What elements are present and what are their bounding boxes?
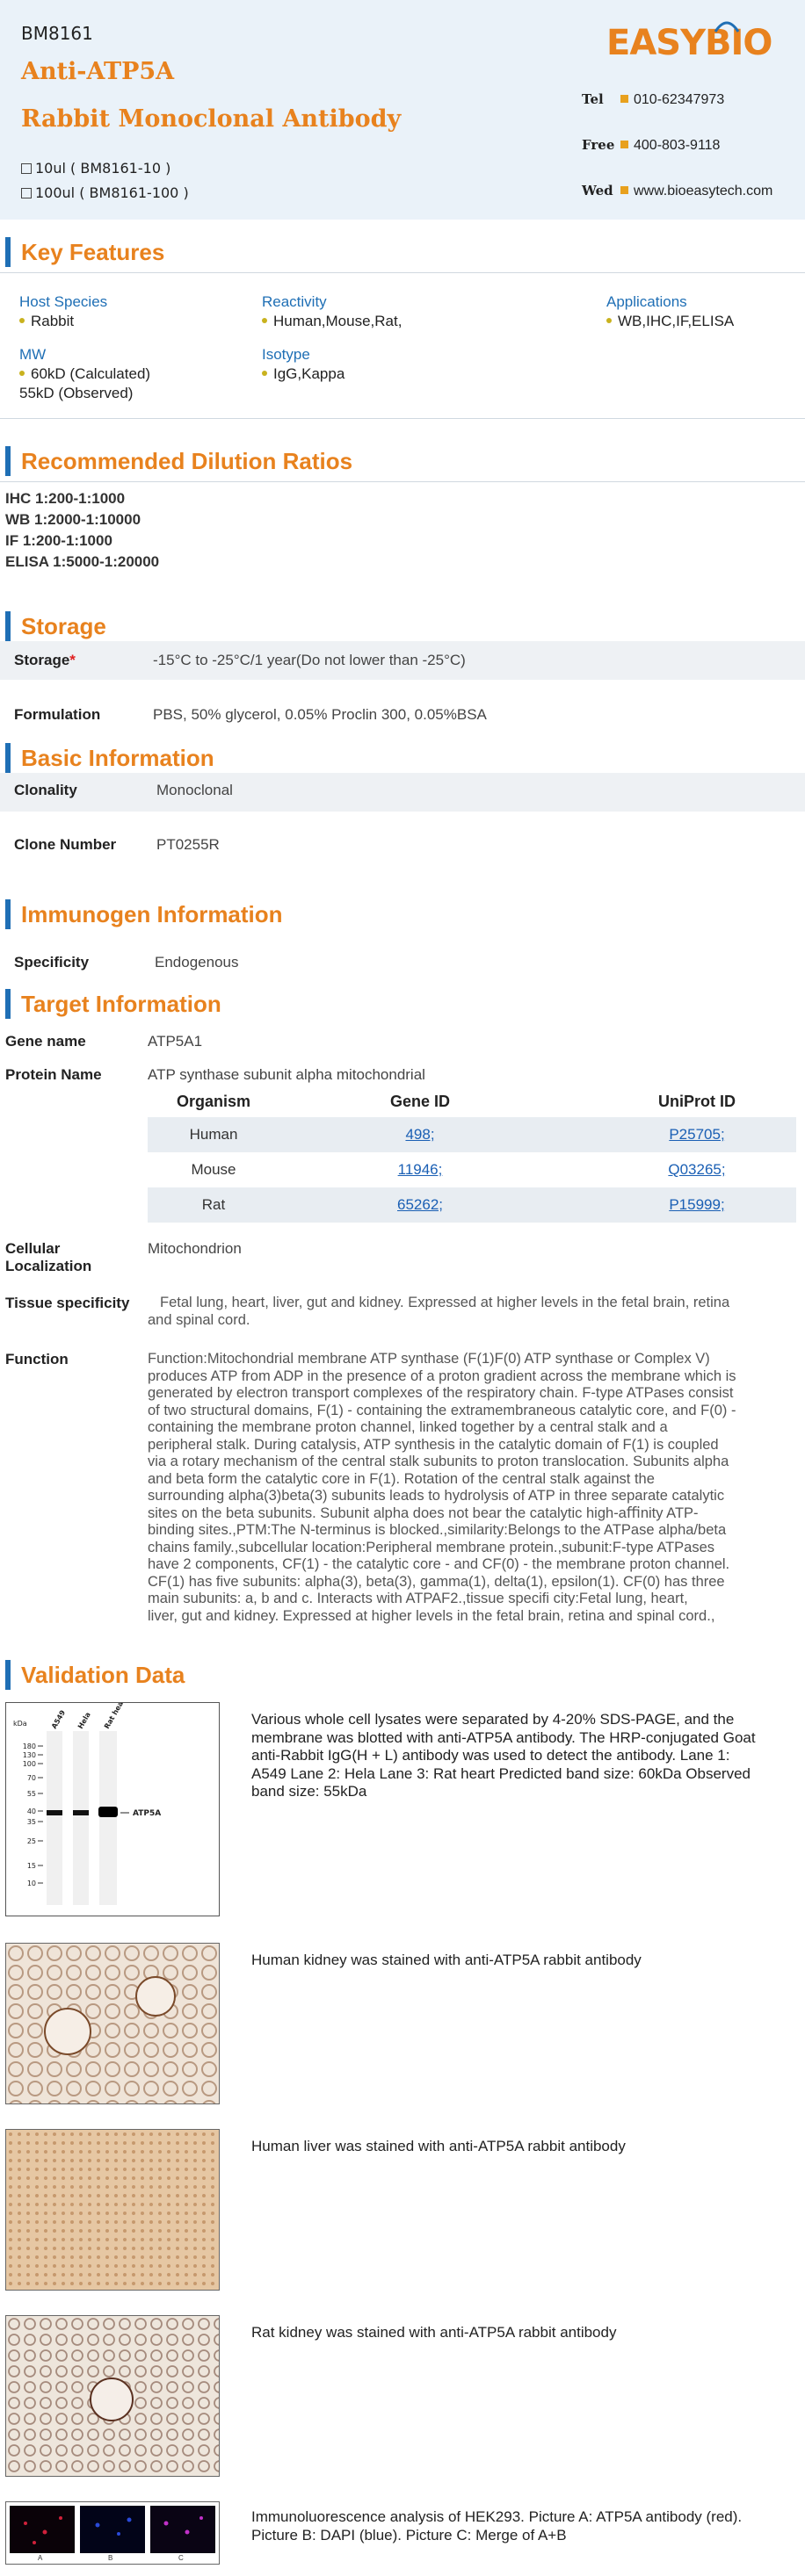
formulation-label: Formulation [14,706,101,723]
wb-lane [47,1731,62,1905]
gene-id-link[interactable]: 11946; [397,1161,443,1178]
marker-label: 70 [26,1774,36,1782]
tissue-specificity-value-2: and spinal cord. [148,1312,250,1328]
bullet-icon [262,371,267,376]
wb-caption: Various whole cell lysates were separated by 4-20% SDS-PAGE, and the membrane was blotted with anti-ATP5A antibody. The HRP-conjugated Goat anti-Rabbit IgG(H + L) antibody was used to detect the antibody. Lane 1: A549 Lane 2: Hela Lane 3: Rat heart Predicted band size: 60kDa Observed band size: 55kDa [251,1711,756,1800]
col-organism: Organism [176,1093,251,1110]
checkbox-icon[interactable] [21,188,32,198]
contact-free: Free 400-803-9118 [582,137,721,153]
col-gene-id: Gene ID [389,1093,451,1110]
if-label-c: C [178,2554,184,2562]
clonality-label: Clonality [14,782,77,798]
marker-label: 10 [26,1880,36,1887]
ihc-human-liver-image [5,2129,220,2291]
marker-label: 130 [22,1751,36,1759]
wb-band [47,1810,62,1815]
applications-value: WB,IHC,IF,ELISA [606,313,734,330]
ihc-texture [6,1944,219,2103]
band-label: ATP5A [133,1809,162,1818]
if-panel-a [10,2506,75,2553]
dilution-ihc: IHC 1:200-1:1000 [5,490,126,507]
dilution-elisa: ELISA 1:5000-1:20000 [5,553,160,570]
uniprot-link[interactable]: Q03265; [668,1161,726,1178]
marker-label: 40 [26,1808,36,1815]
tissue-specificity-label: Tissue specificity [5,1295,130,1311]
if-label-a: A [38,2554,43,2562]
contact-tel: Tel 010-62347973 [582,91,725,107]
reactivity-label: Reactivity [262,293,327,310]
bullet-icon [606,318,612,323]
marker-label: 55 [26,1790,36,1798]
isotype-value: IgG,Kappa [262,365,344,383]
formulation-value: PBS, 50% glycerol, 0.05% Proclin 300, 0.05%BSA [153,706,487,723]
tissue-specificity-value-1: Fetal lung, heart, liver, gut and kidney. Expressed at higher levels in the fetal brain, retina [160,1295,730,1310]
mw-label: MW [19,346,47,363]
divider [0,272,805,273]
isotype-label: Isotype [262,346,310,363]
logo-arc-icon [714,18,740,33]
lane-label: A549 [49,1708,68,1730]
storage-label: Storage* [14,652,76,668]
section-key-features: Key Features [5,237,164,267]
clonality-value: Monoclonal [156,782,233,798]
bullet-icon [620,95,628,103]
ihc-human-kidney-image [5,1943,220,2104]
marker-label: 35 [26,1818,36,1826]
marker-label: 15 [26,1862,36,1870]
ihc-texture [6,2316,219,2476]
wb-band [98,1807,118,1817]
kda-label: kDa [13,1720,27,1728]
gene-id-table [148,1089,796,1221]
bullet-icon [262,318,267,323]
cellular-localization-value: Mitochondrion [148,1240,242,1257]
if-label-b: B [108,2554,113,2562]
package-option-10ul[interactable]: 10ul ( BM8161-10 ) [21,160,170,177]
product-subtitle: Rabbit Monoclonal Antibody [21,105,402,133]
section-target: Target Information [5,989,221,1019]
section-storage: Storage [5,611,106,641]
divider [0,481,805,482]
lane-label: Rat heart [102,1703,128,1730]
col-uniprot-id: UniProt ID [658,1093,736,1110]
protein-name-value: ATP synthase subunit alpha mitochondrial [148,1066,425,1083]
specificity-label: Specificity [14,954,90,971]
storage-value: -15°C to -25°C/1 year(Do not lower than -25°C) [153,652,466,668]
clone-number-value: PT0255R [156,836,220,853]
marker-label: 180 [22,1743,36,1750]
gene-id-link[interactable]: 65262; [397,1196,443,1213]
dilution-if: IF 1:200-1:1000 [5,532,112,549]
clonality-row [0,773,805,812]
bullet-icon [620,141,628,148]
gene-name-label: Gene name [5,1033,86,1050]
section-validation: Validation Data [5,1660,185,1690]
marker-label: 100 [22,1760,36,1768]
marker-label: 25 [26,1837,36,1845]
checkbox-icon[interactable] [21,163,32,174]
host-species-value: Rabbit [19,313,74,330]
if-caption: Immunoluorescence analysis of HEK293. Picture A: ATP5A antibody (red). Picture B: DAPI (blue). Picture C: Merge of A+B [251,2508,743,2544]
ihc-texture [6,2130,219,2290]
specificity-value: Endogenous [155,954,239,971]
applications-label: Applications [606,293,687,310]
wb-lane [99,1731,117,1905]
ihc-rat-kidney-caption: Rat kidney was stained with anti-ATP5A rabbit antibody [251,2324,617,2341]
host-species-label: Host Species [19,293,108,310]
table-row: Rat 65262; P15999; [148,1187,796,1223]
gene-id-link[interactable]: 498; [405,1126,435,1143]
reactivity-value: Human,Mouse,Rat, [262,313,402,330]
package-option-100ul[interactable]: 100ul ( BM8161-100 ) [21,184,189,201]
product-title: Anti-ATP5A [21,58,175,85]
mw-observed: 55kD (Observed) [19,385,134,401]
ihc-rat-kidney-image [5,2315,220,2477]
if-image [5,2501,220,2565]
protein-name-label: Protein Name [5,1066,102,1083]
if-panel-b [80,2506,145,2553]
section-dilution: Recommended Dilution Ratios [5,446,352,476]
western-blot-image [5,1702,220,1916]
if-panel-c [150,2506,215,2553]
ihc-human-kidney-caption: Human kidney was stained with anti-ATP5A rabbit antibody [251,1952,642,1968]
lane-label: Hela [76,1710,92,1730]
function-text: Function:Mitochondrial membrane ATP synthase (F(1)F(0) ATP synthase or Complex V) produces ATP from ADP in the presence of a proton gradient across the membrane which is generated by electron transport complexes of the respiratory chain. F-type ATPases consist of two structural domains, F(1) - containing the extramembraneous catalytic core, and F(0) - containing the membrane proton channel, linked together by a central stalk and a peripheral stalk. During catalysis, ATP synthesis in the catalytic domain of F(1) is coupled via a rotary mechanism of the central stalk subunits to proton translocation. Subunits alpha and beta form the catalytic core in F(1). Rotation of the central stalk against the surrounding alpha(3)beta(3) subunits leads to hydrolysis of ATP in three separate catalytic sites on the beta subunits. Subunit alpha does not bear the catalytic high-aﬃnity ATP- binding sites.,PTM:The N-terminus is blocked.,similarity:Belongs to the ATPase alpha/beta chains family.,subcellular location:Peripheral membrane protein.,subunit:F-type ATPases have 2 components, CF(1) - the catalytic core - and CF(0) - the membrane proton channel. CF(1) has ﬁve subunits: alpha(3), beta(3), gamma(1), delta(1), epsilon(1). CF(0) has three main subunits: a, b and c. Interacts with ATPAF2.,tissue speciﬁ city:Fetal lung, heart, liver, gut and kidney. Expressed at higher levels in the fetal brain, retina and spinal cord., [148,1351,736,1624]
mw-calculated: 60kD (Calculated) [19,365,150,383]
bullet-icon [19,318,25,323]
bullet-icon [19,371,25,376]
contact-web[interactable]: Wed www.bioeasytech.com [582,183,773,198]
catalog-number: BM8161 [21,23,93,44]
function-label: Function [5,1351,69,1367]
table-row: Human 498; P25705; [148,1117,796,1152]
dilution-wb: WB 1:2000-1:10000 [5,511,141,528]
clone-number-label: Clone Number [14,836,117,853]
bullet-icon [620,186,628,194]
divider [0,418,805,419]
wb-lane [73,1731,89,1905]
easybio-logo: EASYBIO [606,23,772,63]
section-basic: Basic Information [5,743,214,773]
gene-name-value: ATP5A1 [148,1033,203,1050]
wb-band [73,1810,89,1815]
uniprot-link[interactable]: P15999; [669,1196,725,1213]
western-blot-figure [6,1703,219,1916]
section-immunogen: Immunogen Information [5,899,283,929]
ihc-human-liver-caption: Human liver was stained with anti-ATP5A rabbit antibody [251,2138,626,2154]
cellular-localization-label: Cellular Localization [5,1240,92,1274]
uniprot-link[interactable]: P25705; [669,1126,725,1143]
table-row: Mouse 11946; Q03265; [191,1161,726,1178]
